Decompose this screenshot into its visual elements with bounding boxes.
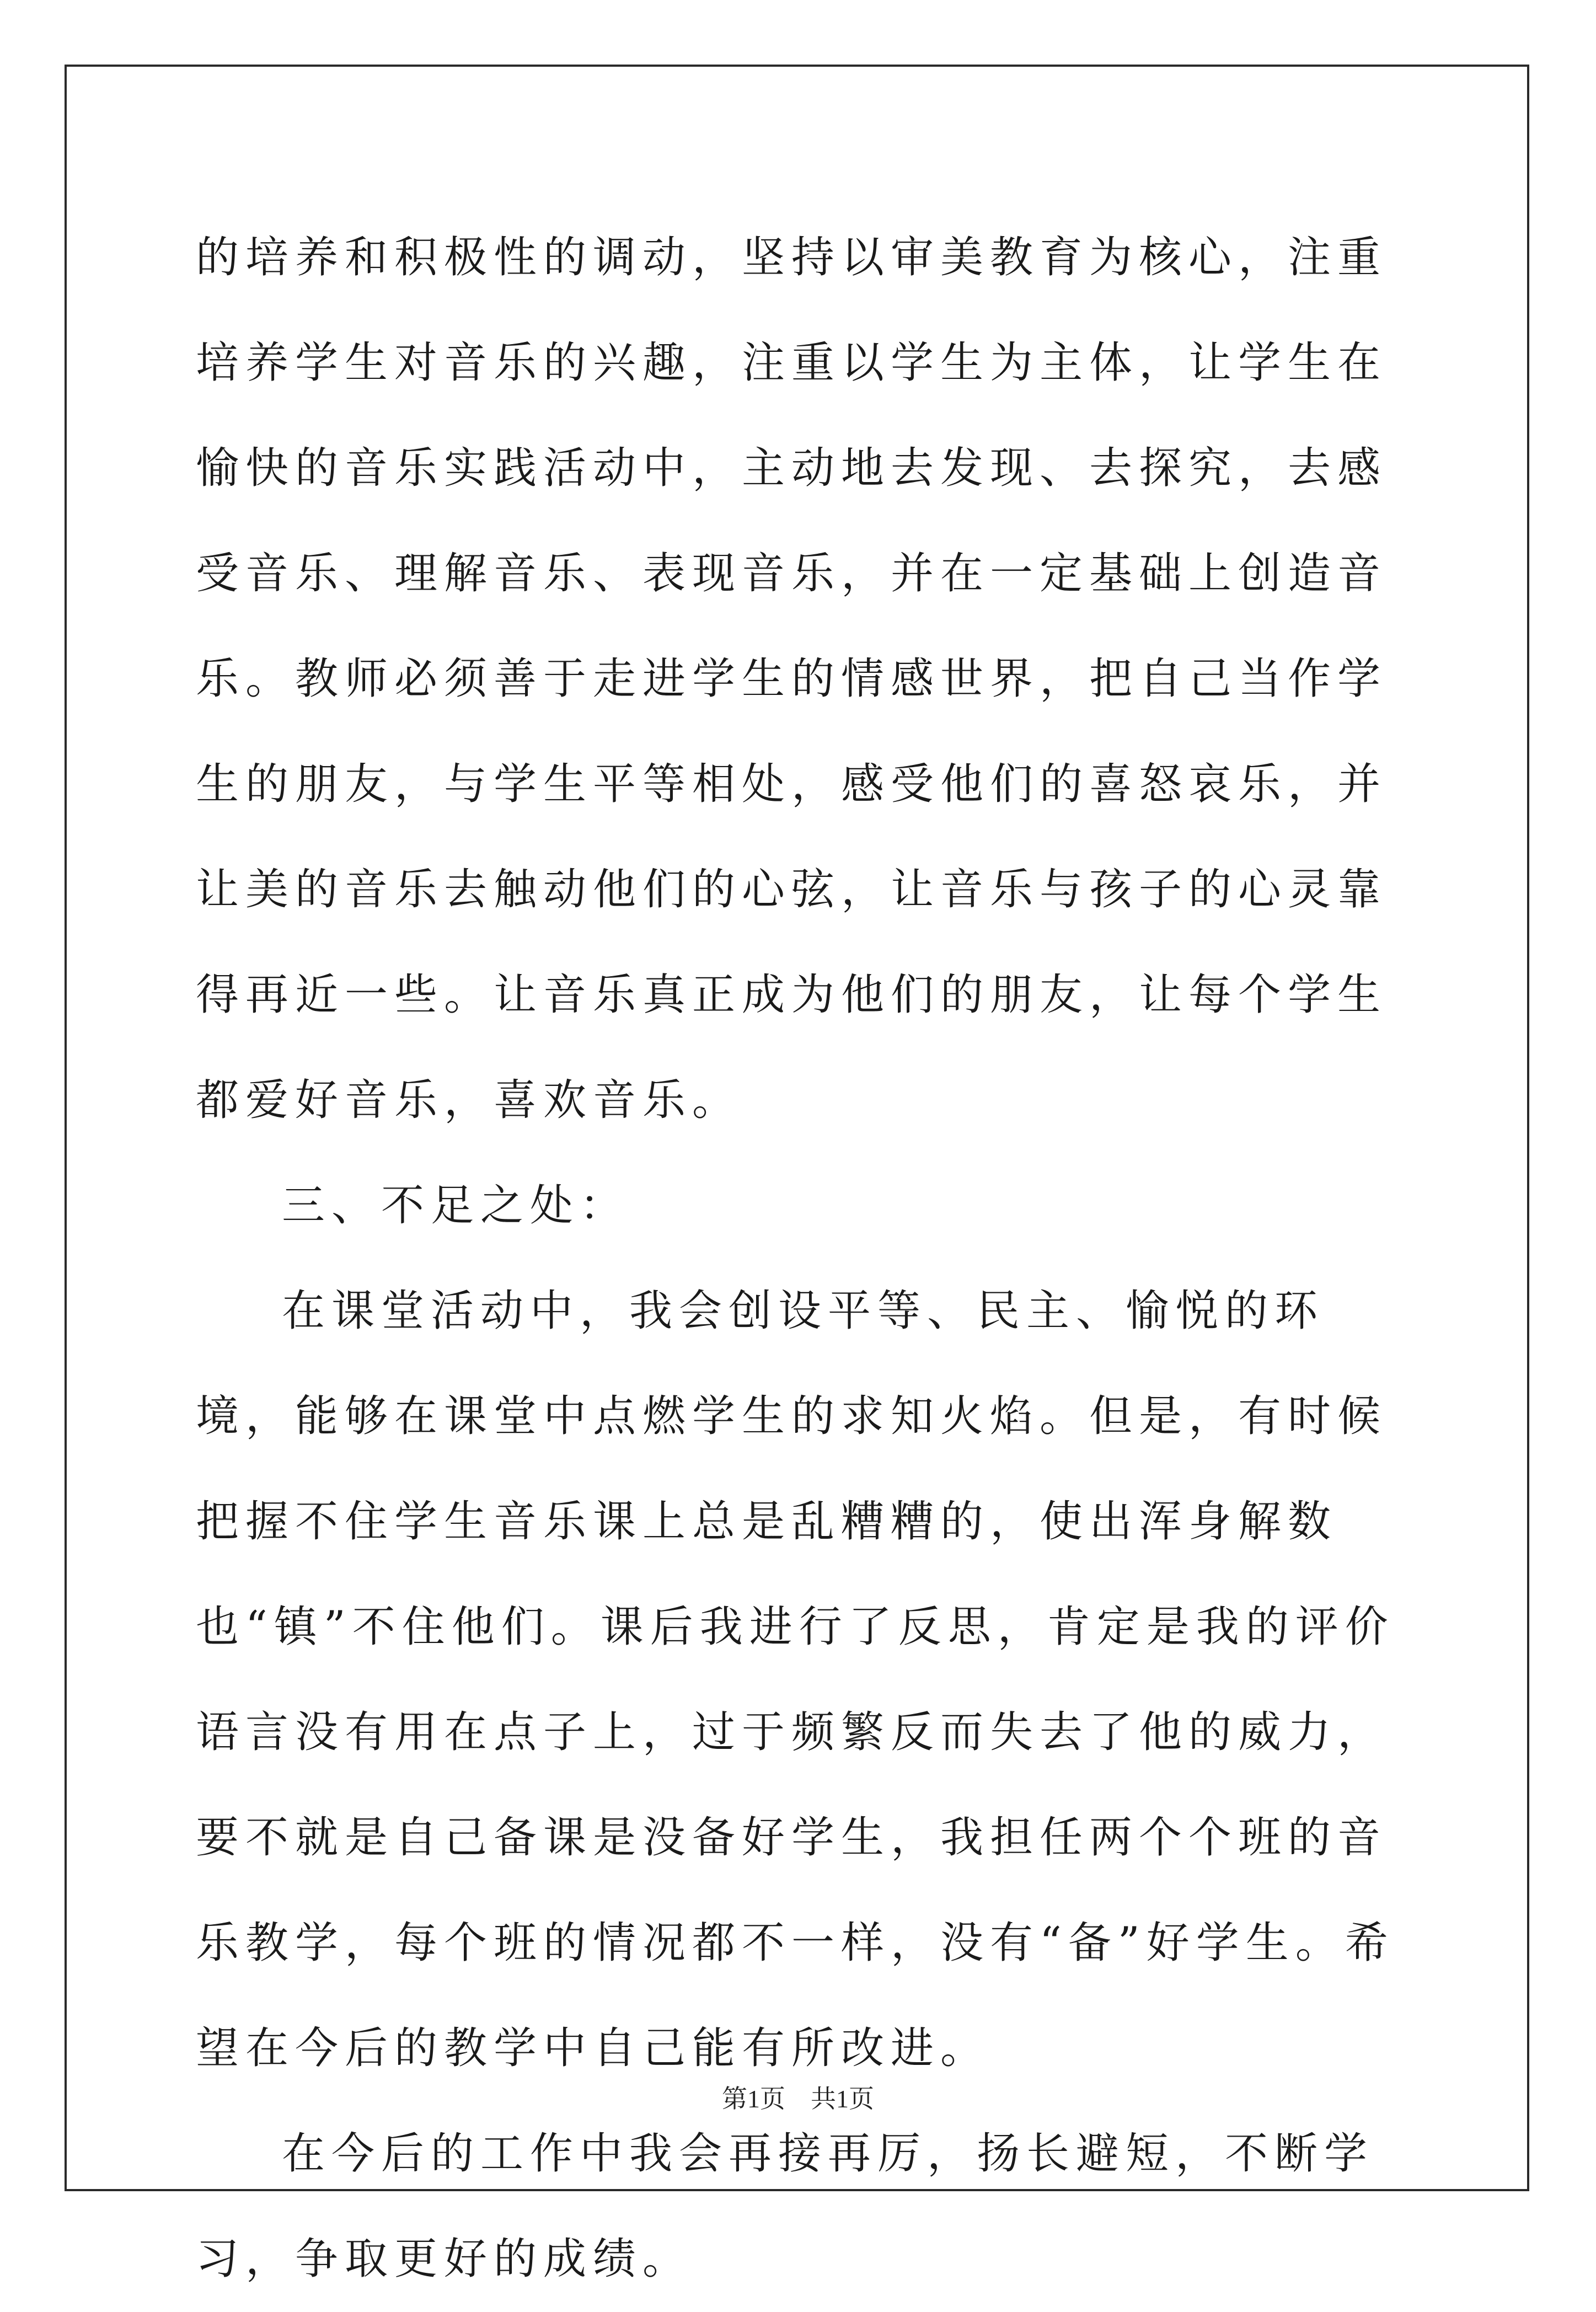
page-number: 第1页 共1页 xyxy=(722,2085,874,2113)
paragraph-continued: 的培养和积极性的调动，坚持以审美教育为核心，注重培养学生对音乐的兴趣，注重以学生为主体，让学生在愉快的音乐实践活动中，主动地去发现、去探究，去感受音乐、理解音乐、表现音乐，并在一定基础上创造音乐。教师必须善于走进学生的情感世界，把自己当作学生的朋友，与学生平等相处，感受他们的喜怒哀乐，并让美的音乐去触动他们的心弦，让音乐与孩子的心灵靠得再近一些。让音乐真正成为他们的朋友，让每个学生都爱好音乐，喜欢音乐。 xyxy=(196,233,1388,1125)
paragraph-shortcomings: 在课堂活动中，我会创设平等、民主、愉悦的环境，能够在课堂中点燃学生的求知火焰。但是，有时候把握不住学生音乐课上总是乱糟糟的，使出浑身解数也“镇”不住他们。课后我进行了反思，肯定是我的评价语言没有用在点子上，过于频繁反而失去了他的威力，要不就是自己备课是没备好学生，我担任两个个班的音乐教学，每个班的情况都不一样，没有“备”好学生。希望在今后的教学中自己能有所改进。 xyxy=(196,1286,1395,2073)
paragraph-conclusion: 在今后的工作中我会再接再厉，扬长避短，不断学习，争取更好的成绩。 xyxy=(196,2129,1374,2284)
document-body xyxy=(196,205,1404,2312)
section-heading-shortcomings: 三、不足之处： xyxy=(282,1181,630,1230)
